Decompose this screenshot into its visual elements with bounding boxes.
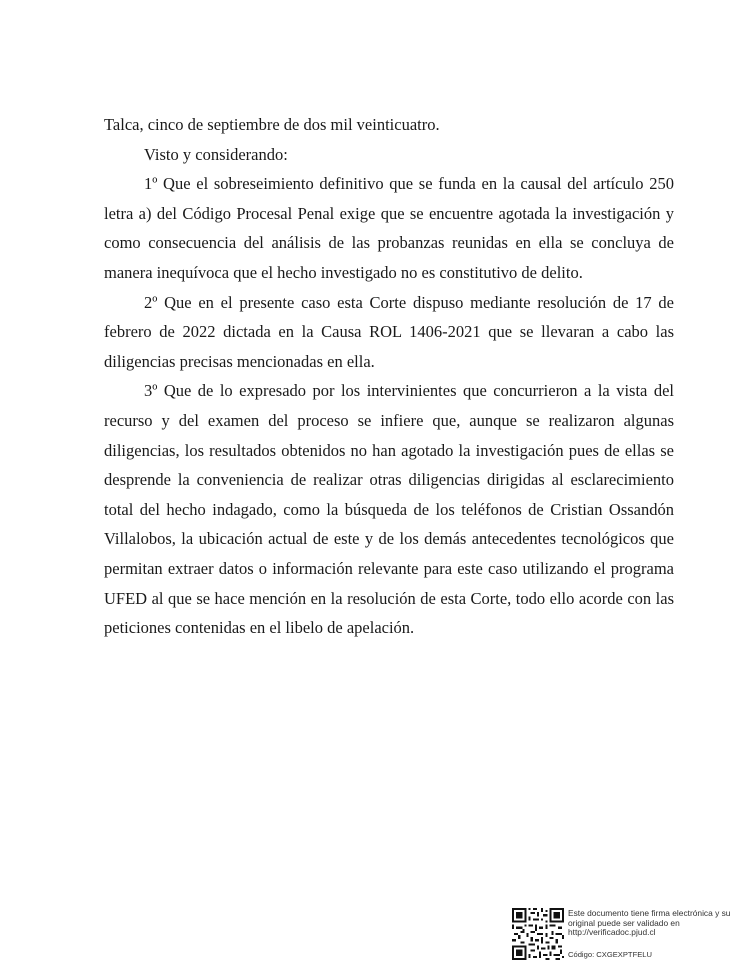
intro-line: Visto y considerando: (144, 144, 288, 164)
signature-notice: Este documento tiene firma electrónica y su original puede ser validado en http://verificadoc.pjud.cl (568, 908, 731, 938)
signature-footer (512, 908, 748, 964)
paragraph-1: 1º Que el sobreseimiento definitivo que se funda en la causal del artículo 250 letra a) del Código Procesal Penal exige que se encuentre agotada la investigación y como consecuencia del análisis de las probanzas reunidas en ella se concluya de manera inequívoca que el hecho investigado no es constitutivo de delito. (104, 174, 674, 282)
document-body (104, 110, 674, 643)
paragraph-3: 3º Que de lo expresado por los intervinientes que concurrieron a la vista del recurso y del examen del proceso se infiere que, aunque se realizaron algunas diligencias, los resultados obtenidos no han agotado la investigación pues de ellas se desprende la conveniencia de realizar otras diligencias dirigidas al esclarecimiento total del hecho indagado, como la búsqueda de los teléfonos de Cristian Ossandón Villalobos, la ubicación actual de este y de los demás antecedentes tecnológicos que permitan extraer datos o información relevante para este caso utilizando el programa UFED al que se hace mención en la resolución de esta Corte, todo ello acorde con las peticiones contenidas en el libelo de apelación. (104, 381, 674, 638)
date-line: Talca, cinco de septiembre de dos mil veinticuatro. (104, 115, 440, 134)
qr-code-icon[interactable] (512, 908, 564, 960)
verification-code: Código: CXGEXPTFELU (568, 950, 652, 959)
paragraph-2: 2º Que en el presente caso esta Corte dispuso mediante resolución de 17 de febrero de 2022 dictada en la Causa ROL 1406-2021 que se llevaran a cabo las diligencias precisas mencionadas en ella. (104, 292, 674, 371)
